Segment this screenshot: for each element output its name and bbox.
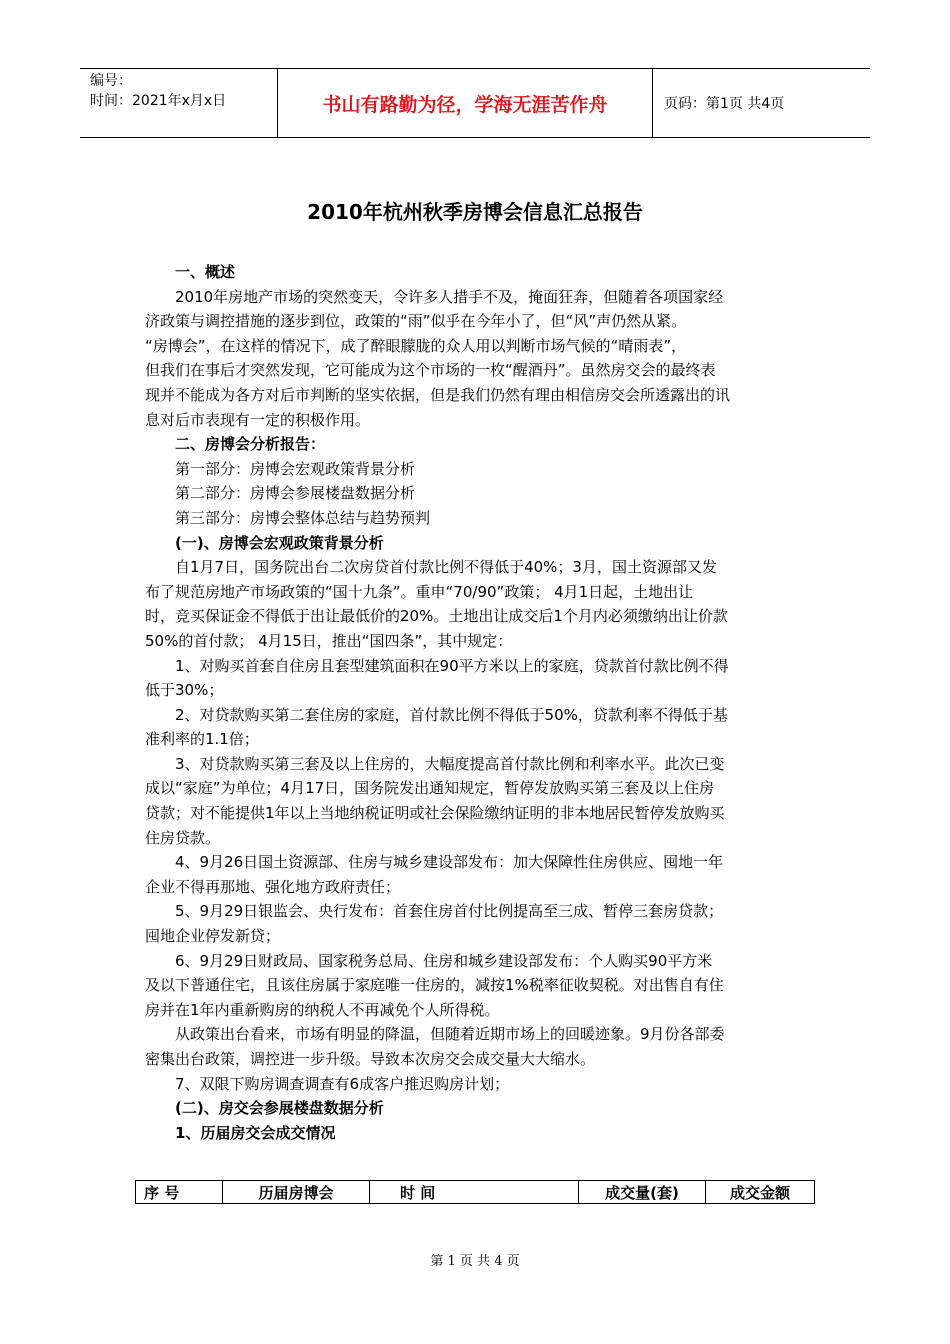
paragraph-line: 6、9月29日财政局、国家税务总局、住房和城乡建设部发布：个人购买90平方米 xyxy=(175,951,713,970)
paragraph-line: 从政策出台看来，市场有明显的降温，但随着近期市场上的回暖迹象。9月份各部委 xyxy=(175,1025,725,1044)
header-left-cell xyxy=(80,69,278,137)
document-body xyxy=(145,260,810,1145)
paragraph-line: 贷款；对不能提供1年以上当地纳税证明或社会保险缴纳证明的非本地居民暂停发放购买 xyxy=(145,804,725,823)
paragraph-line: 50%的首付款； 4月15日，推出“国四条”，其中规定： xyxy=(145,631,513,650)
paragraph-line: 2010年房地产市场的突然变天，令许多人措手不及，掩面狂奔，但随着各项国家经 xyxy=(175,287,724,306)
header-motto: 书山有路勤为径，学海无涯苦作舟 xyxy=(278,69,653,137)
paragraph-line: 5、9月29日银监会、央行发布：首套住房首付比例提高至三成、暂停三套房贷款； xyxy=(175,902,724,921)
paragraph-line: 成以“家庭”为单位；4月17日，国务院发出通知规定，暂停发放购买第三套及以上住房 xyxy=(145,779,715,798)
paragraph-line: 2、对贷款购买第二套住房的家庭，首付款比例不得低于50%，贷款利率不得低于基 xyxy=(175,705,728,724)
time-label: 时间：2021年x月x日 xyxy=(90,93,227,109)
page-header xyxy=(80,68,870,138)
paragraph-line: 密集出台政策，调控进一步升级。导致本次房交会成交量大大缩水。 xyxy=(145,1050,596,1068)
table-header-cell: 成交量(套) xyxy=(579,1181,706,1204)
code-label: 编号： xyxy=(90,73,132,89)
paragraph-line: 第二部分：房博会参展楼盘数据分析 xyxy=(175,484,416,503)
paragraph-line: 1、历届房交会成交情况 xyxy=(175,1123,336,1142)
paragraph-line: 第一部分：房博会宏观政策背景分析 xyxy=(175,459,416,478)
page-footer: 第 1 页 共 4 页 xyxy=(430,1254,520,1269)
paragraph-line: 现并不能成为各方对后市判断的坚实依据，但是我们仍然有理由相信房交会所透露出的讯 xyxy=(145,385,731,404)
paragraph-line: 1、对购买首套自住房且套型建筑面积在90平方米以上的家庭，贷款首付款比例不得 xyxy=(175,656,729,675)
table-header-cell: 成交金额 xyxy=(706,1181,815,1204)
paragraph-line: 二、房博会分析报告： xyxy=(175,435,326,454)
paragraph-line: 准利率的1.1倍； xyxy=(145,730,259,749)
transactions-table xyxy=(135,1180,815,1204)
header-page-info: 页码：第1页 共4页 xyxy=(664,96,785,112)
table-header-row xyxy=(136,1181,815,1204)
paragraph-line: 第三部分：房博会整体总结与趋势预判 xyxy=(175,508,431,527)
document-title: 2010年杭州秋季房博会信息汇总报告 xyxy=(307,200,643,224)
paragraph-line: 房并在1年内重新购房的纳税人不再减免个人所得税。 xyxy=(145,1000,500,1019)
paragraph-line: 一、概述 xyxy=(175,263,236,281)
paragraph-line: 4、9月26日国土资源部、住房与城乡建设部发布：加大保障性住房供应、囤地一年 xyxy=(175,853,724,872)
table-header-cell: 时 间 xyxy=(370,1181,579,1204)
paragraph-line: 企业不得再那地、强化地方政府责任； xyxy=(145,877,401,896)
paragraph-line: “房博会”，在这样的情况下，成了醉眼朦胧的众人用以判断市场气候的“晴雨表”， xyxy=(145,336,687,355)
paragraph-line: 7、双限下购房调查调查有6成客户推迟购房计划； xyxy=(175,1074,510,1093)
paragraph-line: 息对后市表现有一定的积极作用。 xyxy=(145,410,371,429)
table-header-cell: 序 号 xyxy=(136,1181,223,1204)
paragraph-line: 住房贷款。 xyxy=(145,828,221,847)
paragraph-line: 3、对贷款购买第三套及以上住房的，大幅度提高首付款比例和利率水平。此次已变 xyxy=(175,754,725,773)
paragraph-line: (一)、房博会宏观政策背景分析 xyxy=(175,533,384,552)
paragraph-line: 自1月7日，国务院出台二次房贷首付款比例不得低于40%；3月，国土资源部又发 xyxy=(175,558,717,577)
paragraph-line: 时，竞买保证金不得低于出让最低价的20%。土地出让成交后1个月内必须缴纳出让价款 xyxy=(145,607,728,626)
paragraph-line: 但我们在事后才突然发现，它可能成为这个市场的一枚“醒酒丹”。虽然房交会的最终表 xyxy=(145,361,716,380)
paragraph-line: 布了规范房地产市场政策的“国十九条”。重申“70/90”政策； 4月1日起，土地出让 xyxy=(145,582,694,601)
paragraph-line: (二)、房交会参展楼盘数据分析 xyxy=(175,1099,384,1118)
table-header-cell: 历届房博会 xyxy=(223,1181,370,1204)
paragraph-line: 低于30%； xyxy=(145,681,224,700)
paragraph-line: 及以下普通住宅，且该住房属于家庭唯一住房的，减按1%税率征收契税。对出售自有住 xyxy=(145,976,724,995)
paragraph-line: 囤地企业停发新贷； xyxy=(145,927,281,946)
paragraph-line: 济政策与调控措施的逐步到位，政策的“雨”似乎在今年小了，但“风”声仍然从紧。 xyxy=(145,312,687,331)
